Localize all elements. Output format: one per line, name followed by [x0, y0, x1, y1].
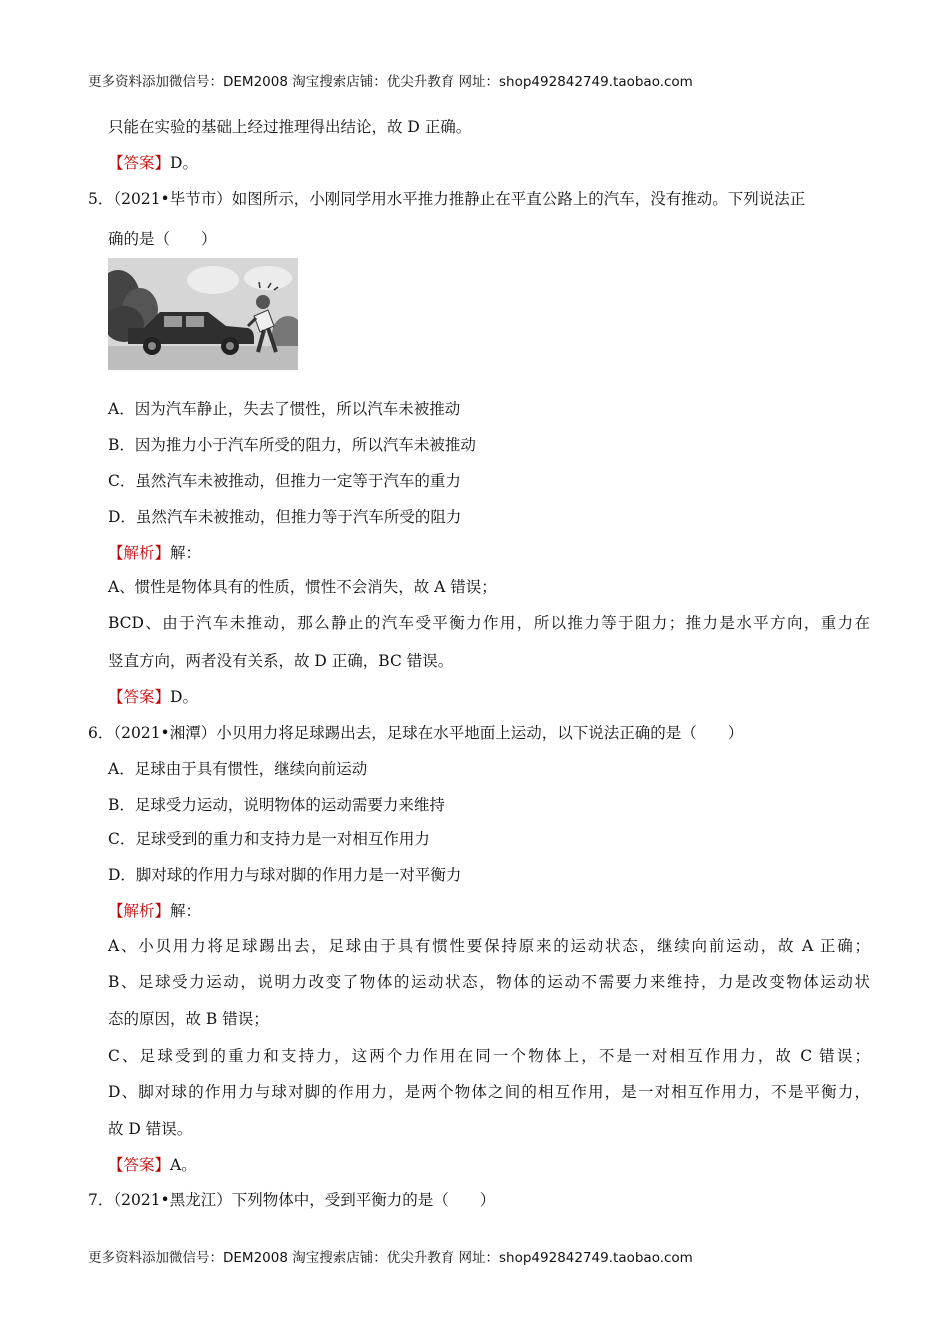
- q6-option-a: A．足球由于具有惯性，继续向前运动: [108, 760, 368, 778]
- q5-analysis-line1: A、惯性是物体具有的性质，惯性不会消失，故 A 错误；: [108, 578, 497, 596]
- q6-analysis-line1: A、小贝用力将足球踢出去，足球由于具有惯性要保持原来的运动状态，继续向前运动，故 A 正确；: [108, 937, 870, 955]
- q6-analysis-heading: [108, 901, 201, 921]
- q5-option-b: B．因为推力小于汽车所受的阻力，所以汽车未被推动: [108, 436, 476, 454]
- q6-answer-value: A。: [170, 1156, 197, 1174]
- q6-analysis-line6: 故 D 错误。: [108, 1120, 193, 1138]
- q6-analysis-line2: B、足球受力运动，说明力改变了物体的运动状态，物体的运动不需要力来维持，力是改变物体运动状: [108, 973, 870, 991]
- q5-stem-line1: 5．（2021•毕节市）如图所示，小刚同学用水平推力推静止在平直公路上的汽车，没有推动。下列说法正: [88, 190, 806, 208]
- q5-answer: [108, 687, 198, 707]
- answer-label: 【答案】: [108, 154, 171, 172]
- q4-answer-value: D。: [170, 154, 198, 172]
- car-push-illustration: [108, 258, 298, 370]
- q5-analysis-heading: [108, 543, 201, 563]
- q5-option-d: D．虽然汽车未被推动，但推力等于汽车所受的阻力: [108, 508, 462, 526]
- q6-analysis-line3: 态的原因，故 B 错误；: [108, 1010, 269, 1028]
- answer-label: 【答案】: [108, 688, 171, 706]
- analysis-label: 【解析】: [108, 544, 171, 562]
- q6-answer: [108, 1155, 197, 1175]
- q4-answer: [108, 153, 198, 173]
- q5-analysis-line3: 竖直方向，两者没有关系，故 D 正确，BC 错误。: [108, 652, 454, 670]
- q6-stem: 6．（2021•湘潭）小贝用力将足球踢出去，足球在水平地面上运动，以下说法正确的是（ ）: [88, 724, 744, 742]
- q6-option-d: D．脚对球的作用力与球对脚的作用力是一对平衡力: [108, 866, 462, 884]
- q6-analysis-line4: C、足球受到的重力和支持力，这两个力作用在同一个物体上，不是一对相互作用力，故 C 错误；: [108, 1047, 870, 1065]
- q5-stem-line2: 确的是（ ）: [108, 230, 217, 248]
- page-header: 更多资料添加微信号：DEM2008 淘宝搜索店铺：优尖升教育 网址：shop492842749.taobao.com: [88, 74, 693, 90]
- q6-analysis-line5: D、脚对球的作用力与球对脚的作用力，是两个物体之间的相互作用，是一对相互作用力，不是平衡力，: [108, 1083, 870, 1101]
- page-footer: 更多资料添加微信号：DEM2008 淘宝搜索店铺：优尖升教育 网址：shop492842749.taobao.com: [88, 1250, 693, 1266]
- q6-option-b: B．足球受力运动，说明物体的运动需要力来维持: [108, 796, 445, 814]
- answer-label: 【答案】: [108, 1156, 171, 1174]
- q5-figure-car-push: [108, 258, 298, 370]
- q5-option-c: C．虽然汽车未被推动，但推力一定等于汽车的重力: [108, 472, 461, 490]
- q7-stem: 7．（2021•黑龙江）下列物体中，受到平衡力的是（ ）: [88, 1191, 496, 1209]
- q6-analysis-head-text: 解：: [170, 902, 202, 920]
- analysis-label: 【解析】: [108, 902, 171, 920]
- q5-analysis-head-text: 解：: [170, 544, 202, 562]
- q6-option-c: C．足球受到的重力和支持力是一对相互作用力: [108, 830, 430, 848]
- q5-option-a: A．因为汽车静止，失去了惯性，所以汽车未被推动: [108, 400, 461, 418]
- q4-tail-text: 只能在实验的基础上经过推理得出结论，故 D 正确。: [108, 118, 472, 136]
- q5-answer-value: D。: [170, 688, 198, 706]
- q5-analysis-line2: BCD、由于汽车未推动，那么静止的汽车受平衡力作用，所以推力等于阻力；推力是水平方向，重力在: [108, 614, 870, 632]
